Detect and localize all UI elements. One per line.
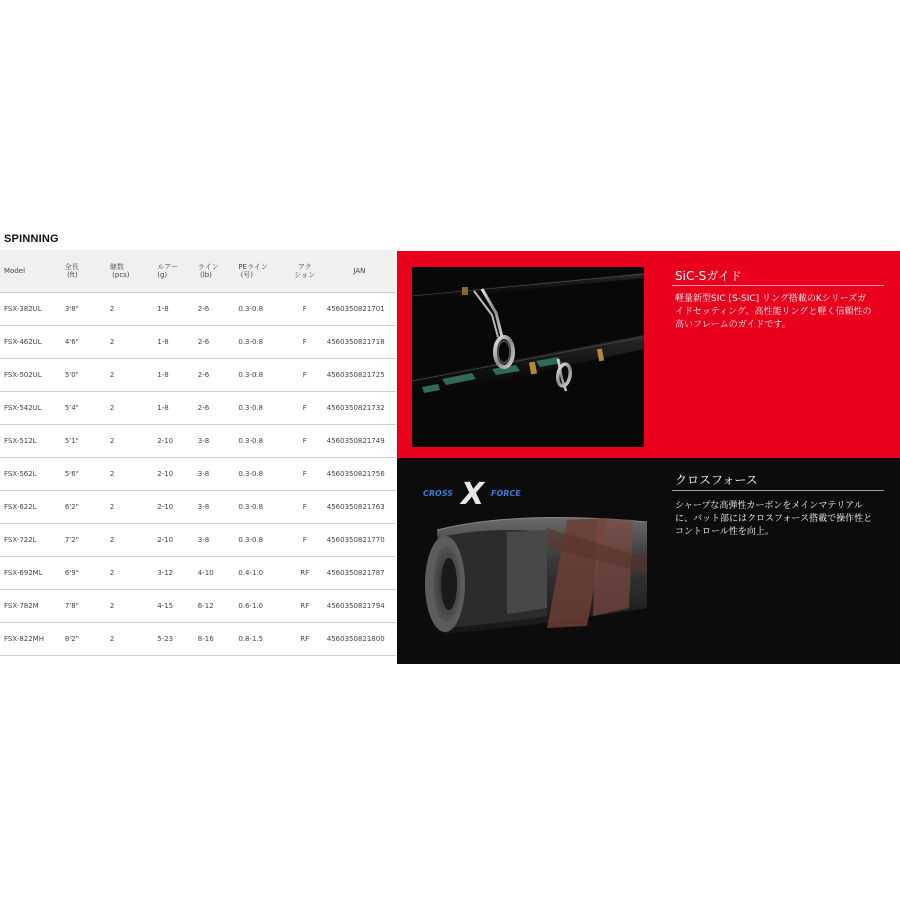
crossforce-title: クロスフォース bbox=[675, 473, 758, 487]
cell-lure: 2-10 bbox=[153, 458, 194, 491]
cell-length: 5'1" bbox=[61, 425, 106, 458]
cell-pieces: 2 bbox=[106, 425, 153, 458]
cell-lure: 2-10 bbox=[153, 491, 194, 524]
cell-pe-line: 0.3-0.8 bbox=[234, 425, 286, 458]
cell-lure: 1-8 bbox=[153, 293, 194, 326]
cell-jan: 4560350821800 bbox=[323, 623, 396, 656]
cell-line: 3-8 bbox=[194, 458, 235, 491]
cell-action: F bbox=[287, 293, 323, 326]
cell-jan: 4560350821725 bbox=[323, 359, 396, 392]
cell-line: 2-6 bbox=[194, 359, 235, 392]
sic-guide-description: 軽量新型SIC [S-SIC] リング搭載のKシリーズガ イドセッティング。高性能リングと軽く信頼性の 高いフレームのガイドです。 bbox=[675, 294, 872, 330]
table-row bbox=[0, 293, 396, 326]
cell-model: FSX-462UL bbox=[0, 326, 61, 359]
cell-length: 5'0" bbox=[61, 359, 106, 392]
cell-model: FSX-822MH bbox=[0, 623, 61, 656]
cell-pe-line: 0.8-1.5 bbox=[234, 623, 286, 656]
logo-force-text: FORCE bbox=[491, 489, 521, 498]
cell-pieces: 2 bbox=[106, 491, 153, 524]
col-header-jan: JAN bbox=[323, 250, 396, 293]
cell-action: RF bbox=[287, 590, 323, 623]
cell-length: 8'2" bbox=[61, 623, 106, 656]
cell-lure: 1-8 bbox=[153, 392, 194, 425]
col-header-length: 全長 (ft) bbox=[61, 250, 106, 293]
table-row bbox=[0, 524, 396, 557]
section-title-spinning: SPINNING bbox=[4, 233, 59, 245]
cell-pieces: 2 bbox=[106, 293, 153, 326]
cell-pe-line: 0.3-0.8 bbox=[234, 458, 286, 491]
table-row bbox=[0, 557, 396, 590]
cell-model: FSX-502UL bbox=[0, 359, 61, 392]
cell-pe-line: 0.4-1.0 bbox=[234, 557, 286, 590]
table-row bbox=[0, 458, 396, 491]
cell-lure: 2-10 bbox=[153, 524, 194, 557]
cell-length: 4'6" bbox=[61, 326, 106, 359]
cell-length: 3'8" bbox=[61, 293, 106, 326]
table-row bbox=[0, 425, 396, 458]
cell-pieces: 2 bbox=[106, 326, 153, 359]
col-header-action: アク ション bbox=[287, 250, 323, 293]
cell-action: F bbox=[287, 392, 323, 425]
cell-line: 2-6 bbox=[194, 293, 235, 326]
cell-line: 3-8 bbox=[194, 524, 235, 557]
cell-pieces: 2 bbox=[106, 458, 153, 491]
cell-line: 2-6 bbox=[194, 326, 235, 359]
cell-pieces: 2 bbox=[106, 590, 153, 623]
table-row bbox=[0, 326, 396, 359]
cell-pe-line: 0.3-0.8 bbox=[234, 359, 286, 392]
cell-action: RF bbox=[287, 557, 323, 590]
cell-pieces: 2 bbox=[106, 557, 153, 590]
cell-pe-line: 0.3-0.8 bbox=[234, 491, 286, 524]
cell-action: F bbox=[287, 425, 323, 458]
cell-pieces: 2 bbox=[106, 392, 153, 425]
table-row bbox=[0, 623, 396, 656]
cell-pieces: 2 bbox=[106, 623, 153, 656]
col-header-line: ライン (lb) bbox=[194, 250, 235, 293]
spec-table bbox=[0, 250, 396, 656]
cell-model: FSX-622L bbox=[0, 491, 61, 524]
sic-guide-title: SiC-Sガイド bbox=[675, 269, 742, 283]
table-header-row bbox=[0, 250, 396, 293]
cell-jan: 4560350821787 bbox=[323, 557, 396, 590]
cell-line: 4-10 bbox=[194, 557, 235, 590]
cell-length: 7'8" bbox=[61, 590, 106, 623]
cell-pe-line: 0.3-0.8 bbox=[234, 392, 286, 425]
cell-jan: 4560350821701 bbox=[323, 293, 396, 326]
cell-lure: 5-23 bbox=[153, 623, 194, 656]
cell-line: 2-6 bbox=[194, 392, 235, 425]
cell-pe-line: 0.3-0.8 bbox=[234, 326, 286, 359]
cell-model: FSX-782M bbox=[0, 590, 61, 623]
cell-action: F bbox=[287, 359, 323, 392]
cell-jan: 4560350821763 bbox=[323, 491, 396, 524]
cell-lure: 3-12 bbox=[153, 557, 194, 590]
cell-length: 6'9" bbox=[61, 557, 106, 590]
crossforce-divider bbox=[672, 490, 884, 491]
cell-length: 6'2" bbox=[61, 491, 106, 524]
cell-jan: 4560350821756 bbox=[323, 458, 396, 491]
cell-line: 3-8 bbox=[194, 491, 235, 524]
cell-model: FSX-512L bbox=[0, 425, 61, 458]
cell-jan: 4560350821718 bbox=[323, 326, 396, 359]
crossforce-description: シャープな高弾性カーボンをメインマテリアル に、バット部にはクロスフォース搭載で操作性と コントロール性を向上。 bbox=[675, 501, 873, 537]
cell-model: FSX-542UL bbox=[0, 392, 61, 425]
cell-length: 5'6" bbox=[61, 458, 106, 491]
cell-lure: 4-15 bbox=[153, 590, 194, 623]
cell-pe-line: 0.3-0.8 bbox=[234, 293, 286, 326]
cell-lure: 1-8 bbox=[153, 359, 194, 392]
cell-action: F bbox=[287, 326, 323, 359]
cell-lure: 1-8 bbox=[153, 326, 194, 359]
table-row bbox=[0, 359, 396, 392]
crossforce-panel bbox=[397, 458, 900, 664]
cell-action: F bbox=[287, 491, 323, 524]
cell-jan: 4560350821732 bbox=[323, 392, 396, 425]
table-row bbox=[0, 590, 396, 623]
table-row bbox=[0, 491, 396, 524]
crossforce-photo bbox=[397, 458, 657, 664]
logo-cross-text: CROSS bbox=[423, 489, 454, 498]
cell-model: FSX-692ML bbox=[0, 557, 61, 590]
col-header-pieces: 継数 (pcs) bbox=[106, 250, 153, 293]
cell-lure: 2-10 bbox=[153, 425, 194, 458]
cell-jan: 4560350821749 bbox=[323, 425, 396, 458]
cell-pe-line: 0.6-1.0 bbox=[234, 590, 286, 623]
cell-action: F bbox=[287, 524, 323, 557]
guide-photo bbox=[412, 267, 644, 447]
sic-guide-panel bbox=[397, 251, 900, 458]
cell-jan: 4560350821770 bbox=[323, 524, 396, 557]
cell-model: FSX-562L bbox=[0, 458, 61, 491]
rod-guide-illustration bbox=[412, 267, 644, 447]
cell-length: 7'2" bbox=[61, 524, 106, 557]
logo-x-mark: X bbox=[461, 477, 485, 512]
col-header-lure: ルアー (g) bbox=[153, 250, 194, 293]
cell-line: 8-16 bbox=[194, 623, 235, 656]
cell-line: 3-8 bbox=[194, 425, 235, 458]
cell-pe-line: 0.3-0.8 bbox=[234, 524, 286, 557]
cell-model: FSX-382UL bbox=[0, 293, 61, 326]
cell-pieces: 2 bbox=[106, 524, 153, 557]
cell-action: F bbox=[287, 458, 323, 491]
cell-jan: 4560350821794 bbox=[323, 590, 396, 623]
col-header-pe-line: PEライン (号) bbox=[234, 250, 286, 293]
cell-length: 5'4" bbox=[61, 392, 106, 425]
cell-model: FSX-722L bbox=[0, 524, 61, 557]
cell-line: 6-12 bbox=[194, 590, 235, 623]
table-row bbox=[0, 392, 396, 425]
cell-action: RF bbox=[287, 623, 323, 656]
sic-guide-divider bbox=[672, 285, 884, 286]
crossforce-illustration bbox=[397, 458, 657, 664]
cell-pieces: 2 bbox=[106, 359, 153, 392]
col-header-model: Model bbox=[0, 250, 61, 293]
